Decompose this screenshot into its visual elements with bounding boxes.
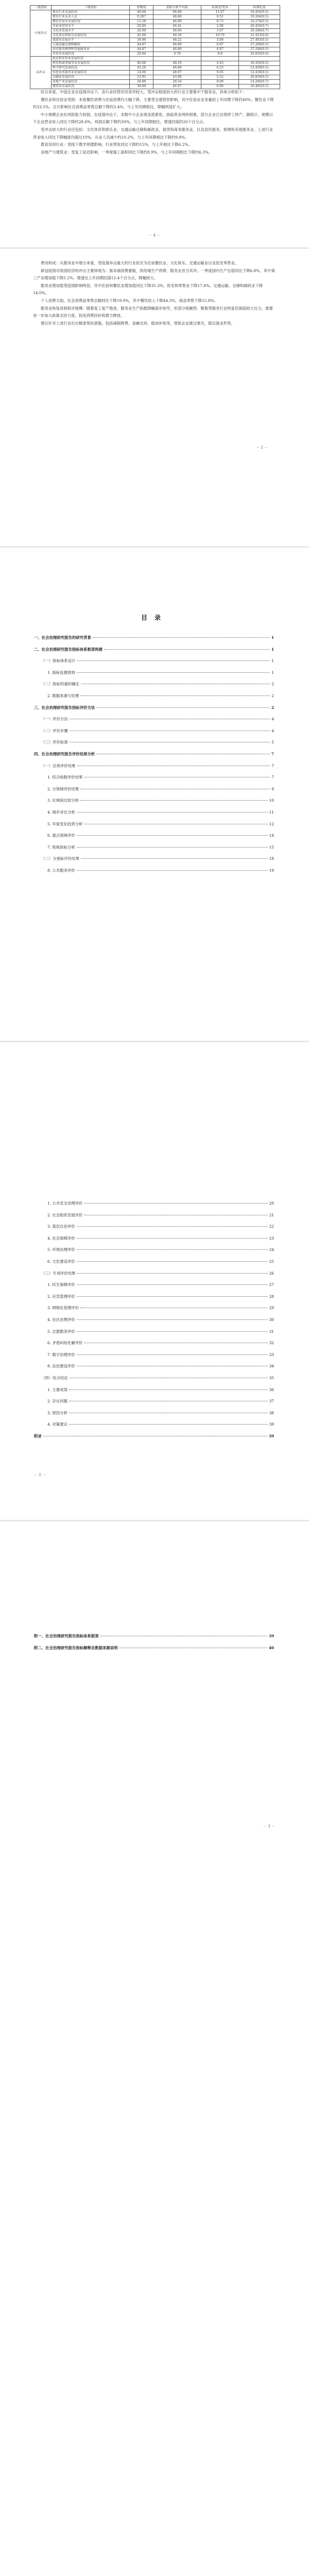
toc-entry-page: 7 [271,763,274,768]
toc-entry-page: 22 [269,1224,274,1229]
paragraph: 中小规模企业抗风险能力较弱，在疫情冲击下，多数中小企业现金流紧张，面临资金周转困难，部分企业已出现停工停产。据统计，规模以下企业营业收入同比下降约28.6%，利润总额下降约30%，与上年同期相比，增速回落约20个百分点。 [33,112,273,125]
toc-entry[interactable] [34,1645,274,1657]
toc-entry[interactable] [34,1212,274,1224]
table-group-cell: 中度冲击 [30,10,52,57]
toc-entry-label: 4. 城乡对比分析 [47,809,75,815]
toc-entry-label: 6. 矛盾纠纷化解评价 [47,1341,83,1346]
toc-entry[interactable] [34,821,274,833]
toc-entry-page: 2 [271,705,274,710]
toc-entry[interactable] [34,728,274,740]
toc-dot-leader [77,1261,268,1262]
toc-entry-page: 39 [268,1634,274,1638]
table-cell: 金融业发展状况 [52,75,130,80]
table-cell [153,57,201,61]
page-separator [0,1520,309,1521]
toc-dot-leader [104,649,270,650]
toc-entry-page: 25 [269,1259,274,1264]
toc-entry[interactable] [34,1329,274,1341]
page-number: － 3 － [263,1824,275,1828]
table-cell: 24.06 [130,71,153,75]
table-body [30,10,280,89]
toc-entry-page: 1 [271,647,274,652]
table-cell: 20.286(0.7) [239,29,280,33]
table-cell: 10.278(0.5) [239,20,280,24]
toc-dot-leader [77,672,270,673]
toc-entry-page: 19 [269,868,274,873]
toc-dot-leader [69,1389,268,1390]
toc-entry-label: （一）指标体系设计 [41,658,76,664]
toc-entry-label: 附一、社会治理研究报告指标体系框架 [34,1634,99,1638]
toc-entry-page: 4 [271,717,274,722]
table-cell: 信息技术服务业发展状况 [52,71,130,75]
table-row [30,15,280,20]
toc-entry[interactable] [34,1340,274,1352]
table-cell: 5.52 [201,75,239,80]
table-cell: 10.456(0.5) [239,10,280,15]
table-cell: 14.206(0.7) [239,80,280,84]
table-cell: 旅游业发展水平 [52,38,130,43]
table-cell: 6.8 [201,52,239,57]
toc-entry-label: （四）综合结论 [41,1375,68,1380]
toc-entry[interactable] [34,833,274,844]
toc-entry-page: 38 [269,1410,274,1415]
table-cell: 6.23 [201,66,239,71]
table-cell: 66.80 [153,10,201,15]
table-row [30,71,280,75]
table-cell: 10.485(0.5) [239,84,280,89]
table-cell: 零售业发展状况 [52,52,130,57]
table-cell: 6.87 [201,47,239,52]
toc-entry[interactable] [34,798,274,809]
table-row [30,43,280,47]
table-cell: 租赁和商务服务业发展状况 [52,61,130,66]
toc-entry-label: 2. 应急管理评价 [47,1294,75,1299]
toc-entry-label: （三）评价标准 [41,740,68,745]
toc-dot-leader [77,835,268,836]
toc-entry[interactable] [34,1294,274,1306]
toc-entry-label: 附二、社会治理研究报告指标解释及数据来源说明 [34,1645,118,1650]
table-cell: 43.26 [130,66,153,71]
toc-entry-label: 8. 法治建设评价 [47,1364,75,1369]
toc-entry-label: 7. 数字治理评价 [47,1352,75,1357]
toc-dot-leader [77,1226,268,1227]
table-cell: 6.87 [201,43,239,47]
table-cell: 48.19 [153,61,201,66]
toc-entry-page: 15 [269,844,274,850]
table-cell: 46.97 [153,84,201,89]
table-row [30,20,280,24]
toc-dot-leader [77,1331,268,1332]
toc-entry-label: （一）评价方法 [41,717,68,722]
paragraph: 费用构成：从服务业中细分来看，受疫情冲击最大的行业依次为住宿餐饮业、文化娱乐、交通运输业以及批发零售业。 [41,261,239,265]
table-cell: 13.458(0.5) [239,66,280,71]
table-cell: 教育行业从业人员 [52,15,130,20]
table-cell: 住宿业经营水平 [52,24,130,29]
table-cell: 28.88 [130,80,153,84]
table-cell [130,57,153,61]
toc-entry-label: （二）评价步骤 [41,728,68,733]
table-cell: 46.41 [153,24,201,29]
table-of-contents-continued [34,1200,274,1445]
toc-dot-leader [77,1296,268,1297]
table-cell: 0.287 [130,15,153,20]
toc-entry-page: 33 [269,1352,274,1357]
toc-entry[interactable] [34,786,274,798]
table-cell: 48.22 [153,38,201,43]
toc-entry[interactable] [34,1433,274,1445]
table-header-cell: 一级指标 [30,6,52,10]
toc-entry[interactable] [34,868,274,879]
page-separator [0,546,309,548]
toc-entry-page: 31 [269,1329,274,1334]
table-cell: 房地产业发展状况 [52,80,130,84]
report-page-2 [0,249,309,538]
toc-entry-page: 2 [271,693,274,698]
table-cell: 27.206(0.5) [239,47,280,52]
toc-entry-page: 27 [269,1282,274,1287]
toc-entry-page: 14 [269,833,274,838]
toc-entry[interactable] [34,1282,274,1294]
toc-entry[interactable] [34,739,274,751]
toc-entry-label: （二）分指标评价结果 [41,856,79,861]
toc-entry-page: 37 [269,1399,274,1404]
toc-entry[interactable] [34,647,274,658]
toc-entry-page: 7 [271,775,274,780]
table-of-contents [34,635,274,879]
toc-entry[interactable] [34,763,274,775]
toc-entry-label: 4. 对策建议 [47,1422,67,1427]
toc-entry-page: 9 [271,786,274,791]
table-cell: 0.79 [153,52,201,57]
table-of-contents-appendix [34,1633,274,1656]
toc-entry[interactable] [34,658,274,670]
toc-entry[interactable] [34,1305,274,1317]
toc-entry-label: 1. 民生保障评价 [47,1282,75,1287]
table-cell: 3.08 [201,38,239,43]
toc-entry-label: 4. 社会保障评价 [47,1235,75,1241]
table-cell: 27.463(0.5) [239,38,280,43]
body-text-section [33,89,276,156]
toc-entry-label: 1. 公共安全治理评价 [47,1201,83,1206]
toc-entry-page: 35 [269,1375,274,1380]
toc-entry[interactable] [34,1410,274,1422]
toc-entry-label: 3. 基层自治评价 [47,1224,75,1229]
toc-entry[interactable] [34,1200,274,1212]
toc-entry-page: 20 [269,1201,274,1206]
toc-entry[interactable] [34,670,274,682]
toc-dot-leader [96,707,270,708]
table-cell: 10.79 [201,33,239,38]
toc-entry-page: 36 [269,1387,274,1392]
page-number: － 2 － [34,1473,46,1477]
toc-entry[interactable] [34,844,274,856]
toc-entry-label: 2. 数据来源与处理 [47,693,79,698]
toc-entry-label: 二、社会治理研究报告指标体系框架构建 [34,647,103,652]
toc-entry[interactable] [34,1375,274,1387]
table-cell: 46.56 [153,33,201,38]
table-cell: 建筑业发展状况 [52,84,130,89]
toc-entry-label: 三、社会治理研究报告指标评价方法 [34,705,95,710]
toc-entry-label: 一、社会治理研究报告的研究背景 [34,635,91,640]
toc-dot-leader [77,1249,268,1250]
table-cell: 2.98 [201,24,239,29]
toc-entry[interactable] [34,1224,274,1235]
toc-entry-label: 5. 年度变化趋势分析 [47,821,83,826]
toc-entry-label: 2. 分领域评价结果 [47,786,79,791]
toc-entry-page: 7 [271,751,274,756]
toc-entry-label: 2. 存在问题 [47,1399,67,1404]
toc-dot-leader [77,1238,268,1239]
table-cell: 批发和零售业发展状况 [52,57,130,61]
toc-entry-page: 30 [269,1317,274,1322]
toc-entry-page: 40 [268,1645,274,1650]
toc-entry[interactable] [34,809,274,821]
toc-entry[interactable] [34,1421,274,1433]
table-row [30,52,280,57]
table-cell: 餐饮住宿业发展状况 [52,20,130,24]
table-cell: 27.206(0.5) [239,43,280,47]
paragraph: 服务业增加值受疫情影响明显，其中住宿和餐饮业增加值同比下降35.3%，批发和零售业下降17.8%，交通运输、仓储和邮政业下降14.0%。 [33,283,263,296]
table-cell: 46.80 [153,43,201,47]
table-cell: 0.96 [201,84,239,89]
table-cell: 教育行业发展状况 [52,10,130,15]
table-cell: 46.80 [153,15,201,20]
toc-entry-page: 1 [271,658,274,664]
toc-entry-label: 4. 社区治理评价 [47,1317,75,1322]
paragraph: 教育培训行业：受线下教学停摆影响，行业营收同比下降约15%，与上年相比下降6.2%。 [41,142,192,147]
table-cell: 44.87 [130,43,153,47]
toc-entry-page: 10 [269,798,274,803]
table-cell: 交通运输仓储和邮政 [52,43,130,47]
toc-entry-label: 3. 原因分析 [47,1410,67,1415]
toc-entry-page: 11 [269,809,274,815]
table-cell [239,57,280,61]
paragraph: 服务业恢复进程相对缓慢：随着复工复产推进，服务业生产指数降幅逐步收窄，但部分接触型、聚集型服务行业恢复仍面临较大压力，需要进一步加大政策支持力度，促进消费回补和潜力释放。 [33,306,273,318]
table-row [30,47,280,52]
toc-entry[interactable] [34,1235,274,1247]
toc-entry-label: 1. 综合指数评价结果 [47,775,83,780]
toc-entry[interactable] [34,856,274,868]
toc-entry-label: （一）总体评价结果 [41,763,76,768]
toc-entry-label: （三）专项评价结果 [41,1270,76,1276]
table-cell: 46.80 [153,66,201,71]
toc-dot-leader [84,1203,268,1204]
table-row [30,24,280,29]
toc-entry[interactable] [34,1259,274,1270]
table-cell: 23.95 [130,75,153,80]
toc-entry-page: 23 [269,1235,274,1241]
toc-entry[interactable] [34,1398,274,1410]
table-cell: 48.97 [153,71,201,75]
toc-entry[interactable] [34,1363,274,1375]
toc-entry-label: 6. 文化建设评价 [47,1259,75,1264]
table-row [30,33,280,38]
toc-dot-leader [77,1273,268,1274]
toc-entry-label: 3. 网格化管理评价 [47,1306,79,1311]
toc-entry-label: 附录 [34,1433,42,1438]
toc-dot-leader [77,1284,268,1285]
table-cell: 46.80 [153,20,201,24]
table-row [30,75,280,80]
toc-entry-page: 1 [271,635,274,640]
toc-entry-page: 24 [269,1247,274,1252]
toc-dot-leader [77,847,268,848]
toc-entry[interactable] [34,1633,274,1645]
toc-entry-page: 18 [269,856,274,861]
report-table [30,5,280,89]
table-group-cell: 高冲击 [30,57,52,89]
table-header-cell: 标准差/变异 [201,6,239,10]
toc-entry[interactable] [34,774,274,786]
table-cell: 46.84 [153,29,201,33]
toc-entry[interactable] [34,1247,274,1259]
body-text-section [33,260,276,327]
toc-entry[interactable] [34,716,274,728]
toc-entry-label: 3. 区域间比较分析 [47,798,79,803]
toc-dot-leader [93,637,270,638]
toc-entry[interactable] [34,751,274,763]
table-cell: 科学研究发展状况 [52,66,130,71]
toc-entry-page: 12 [269,821,274,826]
table-cell: 20.836(0.5) [239,75,280,80]
toc-entry-page: 32 [269,1341,274,1346]
toc-entry[interactable] [34,705,274,717]
paragraph: 个人消费方面，社会消费品零售总额同比下降19.0%，其中餐饮收入下降44.3%，商品零售下降15.8%。 [41,298,218,303]
table-cell: 46.08 [130,10,153,15]
paragraph: 餐饮业和住宿业受损：本地餐饮消费与住宿消费均大幅下降，主要受交通管控影响，其中住宿业业务量较上年同期下降约40%，餐饮业下降约33.5%，合计影响社会消费品零售总额下降约3.4%，与上年同期相比，降幅明显扩大。 [33,97,274,110]
toc-entry-label: （二）指标权重的确定 [41,682,79,687]
toc-entry[interactable] [34,635,274,647]
toc-entry-page: 26 [269,1270,274,1276]
table-cell: 20.856(0.6) [239,52,280,57]
table-row [30,29,280,33]
table-row [30,38,280,43]
table-cell: 44.87 [130,47,153,52]
toc-entry-page: 29 [269,1306,274,1311]
paragraph: 建议针对上述行业出台精准帮扶措施，包括减税降费、金融支持、稳岗补贴等，帮助企业渡过难关，稳定就业形势。 [41,320,235,326]
table-cell: 10.264(0.5) [239,15,280,20]
toc-entry-page: 21 [269,1212,274,1217]
table-cell: 11.07 [201,10,239,15]
toc-title: 目录 [141,614,168,621]
toc-entry-page: 2 [271,682,274,687]
table-cell: 46.08 [130,61,153,66]
table-cell: 0.51 [201,15,239,20]
table-row [30,80,280,84]
table-cell: 文化业发展水平 [52,29,130,33]
page-number: － 5 － [256,446,268,450]
toc-entry[interactable] [34,1270,274,1282]
toc-entry-label: 6. 重点领域评价 [47,833,75,838]
toc-entry-label: 5. 志愿服务评价 [47,1329,75,1334]
toc-entry-page: 39 [269,1422,274,1427]
table-cell: 21.453(0.6) [239,33,280,38]
table-row [30,61,280,66]
table-cell: 文化体育和娱乐发展状况 [52,33,130,38]
table-row [30,10,280,15]
toc-entry-page: 4 [271,728,274,733]
table-cell: 10.456(0.5) [239,61,280,66]
table-cell: 4.43 [201,61,239,66]
table-header-cell: 标准化值 [239,6,280,10]
table-cell: 20.456(0.7) [239,24,280,29]
toc-entry-label: 2. 社会组织发展评价 [47,1212,83,1217]
toc-dot-leader [77,1319,268,1320]
table-cell: 20.94 [130,52,153,57]
table-cell: 3.07 [201,29,239,33]
paragraph: 新冠疫情对我国经济的冲击主要体现为：需求端消费萎缩，供给端生产停滞，服务业首当其冲。一季度国内生产总值同比下降6.8%，其中第三产业增加值下降5.2%，增速比上年同期回落12.4个百分点，降幅较大。 [33,268,275,281]
toc-entry-label: 1. 指标设置原则 [47,670,75,675]
toc-entry-label: 7. 短板指标分析 [47,844,75,850]
table-row [30,57,280,61]
table-header-cell: 指数值 [130,6,153,10]
toc-entry-page: 1 [271,670,274,675]
paragraph: 综合来看，中国企业在疫情冲击下，各行业经营状况差异较大。受冲击程度较大的行业主要集中于服务业，具体分析如下： [41,90,247,94]
toc-entry-page: 28 [269,1294,274,1299]
table-cell: 26.54 [153,80,201,84]
toc-dot-leader [80,800,267,801]
toc-entry-label: 8. 公共服务评价 [47,868,75,873]
toc-dot-leader [77,870,268,871]
toc-entry-page: 5 [271,740,274,745]
toc-entry[interactable] [34,1317,274,1329]
toc-entry-label: 5. 环境治理评价 [47,1247,75,1252]
page-number: － 4 － [148,233,161,238]
table-cell: 46.80 [153,47,201,52]
page-separator [0,247,309,249]
toc-entry[interactable] [34,681,274,693]
table-cell [201,57,239,61]
toc-dot-leader [69,1424,268,1425]
toc-entry-label: 1. 主要成效 [47,1387,67,1392]
toc-dot-leader [77,660,270,661]
table-cell: 9.05 [201,71,239,75]
table-header-row [30,6,280,10]
table-cell: 8.73 [201,20,239,24]
toc-entry[interactable] [34,1352,274,1364]
table-header-cell: 三级指标 [52,6,130,10]
table-cell: 36.98 [130,84,153,89]
toc-entry[interactable] [34,1387,274,1399]
table-cell: 12.438(0.5) [239,71,280,75]
table-cell: 36.86 [130,38,153,43]
table-cell: 42.06 [130,33,153,38]
toc-entry-label: 四、社会治理研究报告评价结果分析 [34,751,95,756]
toc-entry-page: 34 [269,1364,274,1369]
table-cell: 20.86 [130,24,153,29]
table-cell: 11.28 [130,20,153,24]
toc-entry[interactable] [34,693,274,705]
table-cell: 20.09 [130,29,153,33]
table-cell: 43.98 [153,75,201,80]
toc-dot-leader [77,1354,268,1355]
page-separator [0,1041,309,1042]
table-row [30,66,280,71]
paragraph: 受冲击较大的行业还包括：文化体育和娱乐业，交通运输仓储和邮政业，租赁和商务服务业，以及居民服务、修理和其他服务业。上述行业营业收入同比下降幅度均超过10%，从业人员减少约10.2%，与上年同期相比下降约9.8%。 [33,127,273,140]
toc-dot-leader [81,858,268,859]
table-cell: 居民服务修理和其他服务业 [52,47,130,52]
paragraph: 房地产与建筑业：受复工延迟影响，一季度施工面积同比下降约8.9%，与上年同期相比下降约6.3%。 [41,149,213,155]
table-cell: 8.09 [201,80,239,84]
toc-entry-page: 39 [268,1433,274,1438]
table-header-cell: 指标分析平均值 [153,6,201,10]
